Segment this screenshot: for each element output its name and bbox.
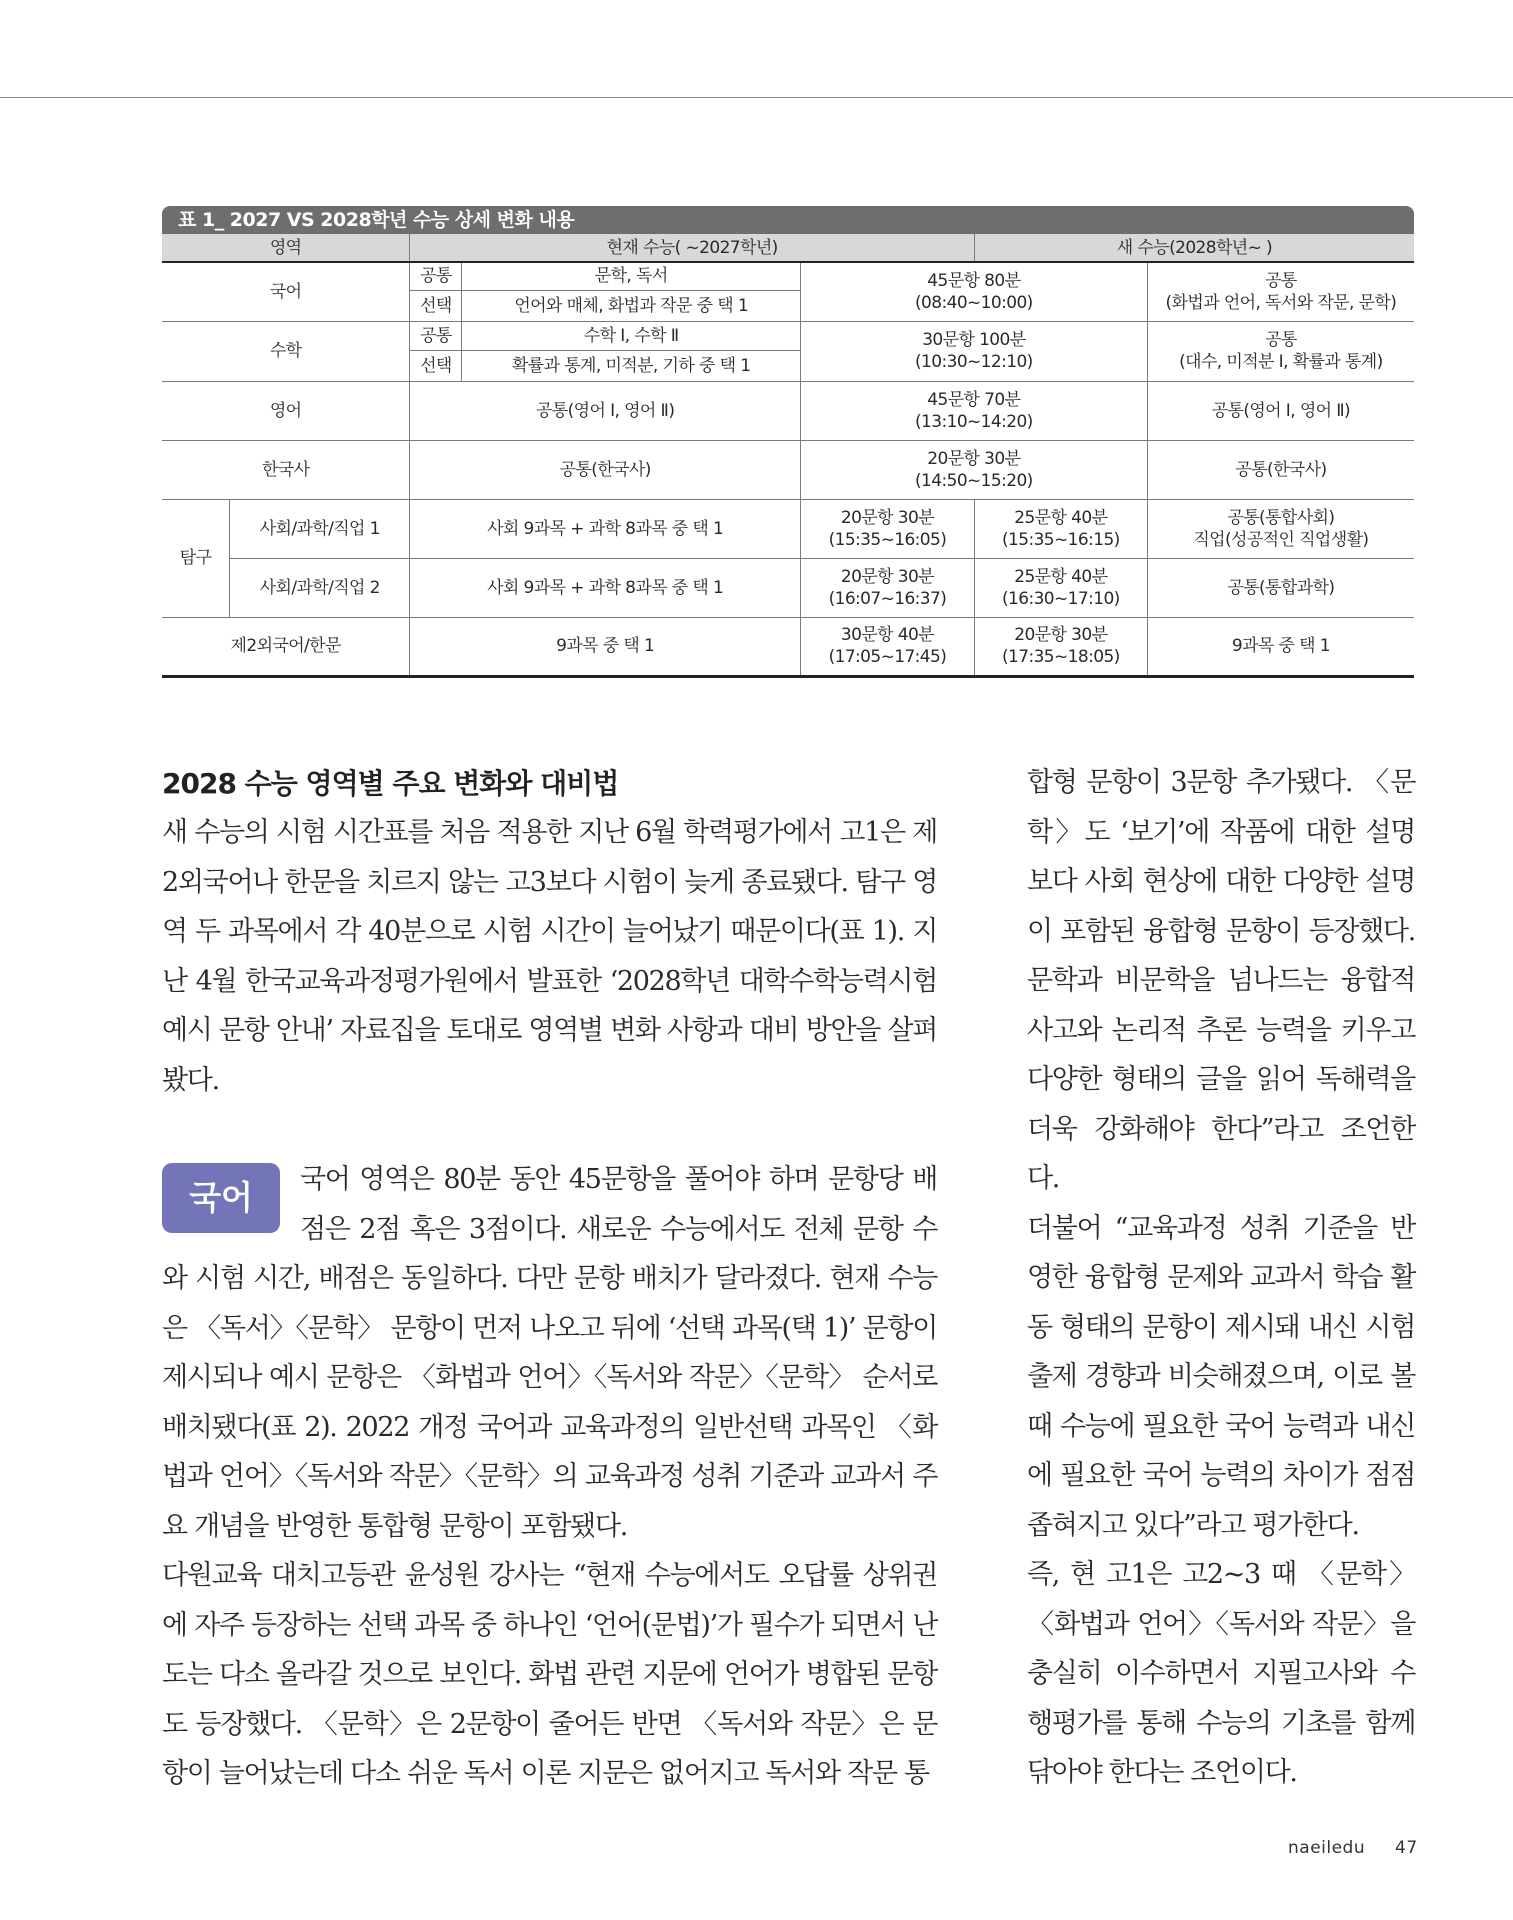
foreign-new: 9과목 중 택 1 bbox=[1147, 617, 1414, 676]
korean-new: 공통 (화법과 언어, 독서와 작문, 문학) bbox=[1147, 262, 1414, 321]
table-row bbox=[162, 558, 1414, 617]
right-paragraph-1: 합형 문항이 3문항 추가됐다. 〈문학〉도 ‘보기’에 작품에 대한 설명보다 사회 현상에 대한 다양한 설명이 포함된 융합형 문항이 등장했다. 문학과 비문학을 넘나드는 융합적 사고와 논리적 추론 능력을 키우고 다양한 형태의 글을 읽어 독해력을 더욱 강화해야 한다”라고 조언한다. bbox=[1027, 767, 1415, 1194]
foreign-time-new: 20문항 30분 (17:35~18:05) bbox=[974, 617, 1147, 676]
math-time: 30문항 100분 (10:30~12:10) bbox=[800, 321, 1147, 381]
area-english: 영어 bbox=[162, 381, 410, 440]
comparison-table bbox=[162, 206, 1414, 678]
tag-common: 공통 bbox=[410, 321, 462, 350]
foreign-current: 9과목 중 택 1 bbox=[410, 617, 801, 676]
left-column bbox=[162, 808, 937, 1799]
history-new: 공통(한국사) bbox=[1147, 440, 1414, 499]
korean-badge: 국어 bbox=[162, 1163, 280, 1233]
inquiry-current-2: 사회 9과목 + 과학 8과목 중 택 1 bbox=[410, 558, 801, 617]
header-area: 영역 bbox=[162, 234, 410, 262]
table-row bbox=[162, 321, 1414, 350]
inquiry-time-cur-2: 20문항 30분 (16:07~16:37) bbox=[800, 558, 974, 617]
right-paragraph-2: 더불어 “교육과정 성취 기준을 반영한 융합형 문제와 교과서 학습 활동 형태의 문항이 제시돼 내신 시험 출제 경향과 비슷해졌으며, 이로 볼 때 수능에 필요한 국어 능력과 내신에 필요한 국어 능력의 차이가 점점 좁혀지고 있다”라고 평가한다. bbox=[1027, 1212, 1415, 1541]
korean-select: 언어와 매체, 화법과 작문 중 택 1 bbox=[462, 290, 801, 321]
area-korean: 국어 bbox=[162, 262, 410, 321]
math-common: 수학 Ⅰ, 수학 Ⅱ bbox=[462, 321, 801, 350]
korean-paragraph-1-text: 국어 영역은 80분 동안 45문항을 풀어야 하며 문항당 배점은 2점 혹은 3점이다. 새로운 수능에서도 전체 문항 수와 시험 시간, 배점은 동일하다. 다만 문항 배치가 달라졌다. 현재 수능은 〈독서〉〈문학〉 문항이 먼저 나오고 뒤에 ‘선택 과목(택 1)’ 문항이 제시되나 예시 문항은 〈화법과 언어〉〈독서와 작문〉〈문학〉 순서로 배치됐다(표 2). 2022 개정 국어과 교육과정의 일반선택 과목인 〈화법과 언어〉〈독서와 작문〉〈문학〉의 교육과정 성취 기준과 교과서 주요 개념을 반영한 통합형 문항이 포함됐다. bbox=[162, 1164, 937, 1542]
intro-paragraph: 새 수능의 시험 시간표를 처음 적용한 지난 6월 학력평가에서 고1은 제2외국어나 한문을 치르지 않는 고3보다 시험이 늦게 종료됐다. 탐구 영역 두 과목에서 각 40분으로 시험 시간이 늘어났기 때문이다(표 1). 지난 4월 한국교육과정평가원에서 발표한 ‘2028학년 대학수학능력시험 예시 문항 안내’ 자료집을 토대로 영역별 변화 사항과 대비 방안을 살펴봤다. bbox=[162, 817, 937, 1096]
math-new: 공통 (대수, 미적분 Ⅰ, 확률과 통계) bbox=[1147, 321, 1414, 381]
table-grid bbox=[162, 234, 1414, 678]
inquiry-current-1: 사회 9과목 + 과학 8과목 중 택 1 bbox=[410, 499, 801, 558]
history-time: 20문항 30분 (14:50~15:20) bbox=[800, 440, 1147, 499]
header-current: 현재 수능( ~2027학년) bbox=[410, 234, 975, 262]
section-heading: 2028 수능 영역별 주요 변화와 대비법 bbox=[162, 767, 619, 800]
math-select: 확률과 통계, 미적분, 기하 중 택 1 bbox=[462, 350, 801, 381]
area-math: 수학 bbox=[162, 321, 410, 381]
tag-common: 공통 bbox=[410, 262, 462, 290]
tag-select: 선택 bbox=[410, 290, 462, 321]
inquiry-sub-1: 사회/과학/직업 1 bbox=[230, 499, 410, 558]
right-paragraph-3: 즉, 현 고1은 고2~3 때 〈문학〉〈화법과 언어〉〈독서와 작문〉을 충실히 이수하면서 지필고사와 수행평가를 통해 수능의 기초를 함께 닦아야 한다는 조언이다. bbox=[1027, 1559, 1415, 1788]
english-new: 공통(영어 Ⅰ, 영어 Ⅱ) bbox=[1147, 381, 1414, 440]
korean-paragraph-1 bbox=[162, 1155, 937, 1551]
foreign-time-cur: 30문항 40분 (17:05~17:45) bbox=[800, 617, 974, 676]
area-foreign: 제2외국어/한문 bbox=[162, 617, 410, 676]
korean-time: 45문항 80분 (08:40~10:00) bbox=[800, 262, 1147, 321]
inquiry-new-2: 공통(통합과학) bbox=[1147, 558, 1414, 617]
english-current: 공통(영어 Ⅰ, 영어 Ⅱ) bbox=[410, 381, 801, 440]
inquiry-time-new-1: 25문항 40분 (15:35~16:15) bbox=[974, 499, 1147, 558]
table-row bbox=[162, 617, 1414, 676]
inquiry-new-1: 공통(통합사회) 직업(성공적인 직업생활) bbox=[1147, 499, 1414, 558]
history-current: 공통(한국사) bbox=[410, 440, 801, 499]
table-row bbox=[162, 262, 1414, 290]
area-history: 한국사 bbox=[162, 440, 410, 499]
english-time: 45문항 70분 (13:10~14:20) bbox=[800, 381, 1147, 440]
table-row bbox=[162, 440, 1414, 499]
area-inquiry: 탐구 bbox=[162, 499, 230, 617]
footer-brand: naeiledu bbox=[1288, 1838, 1366, 1858]
korean-common: 문학, 독서 bbox=[462, 262, 801, 290]
tag-select: 선택 bbox=[410, 350, 462, 381]
header-new: 새 수능(2028학년~ ) bbox=[974, 234, 1414, 262]
inquiry-time-cur-1: 20문항 30분 (15:35~16:05) bbox=[800, 499, 974, 558]
table-header-row bbox=[162, 234, 1414, 262]
right-column bbox=[1027, 758, 1415, 1798]
table-row bbox=[162, 499, 1414, 558]
inquiry-time-new-2: 25문항 40분 (16:30~17:10) bbox=[974, 558, 1147, 617]
table-title: 표 1_ 2027 VS 2028학년 수능 상세 변화 내용 bbox=[162, 206, 1414, 234]
top-rule bbox=[0, 97, 1513, 98]
inquiry-sub-2: 사회/과학/직업 2 bbox=[230, 558, 410, 617]
page-number: 47 bbox=[1395, 1838, 1418, 1858]
table-row bbox=[162, 381, 1414, 440]
korean-paragraph-2: 다원교육 대치고등관 윤성원 강사는 “현재 수능에서도 오답률 상위권에 자주 등장하는 선택 과목 중 하나인 ‘언어(문법)’가 필수가 되면서 난도는 다소 올라갈 것으로 보인다. 화법 관련 지문에 언어가 병합된 문항도 등장했다. 〈문학〉은 2문항이 줄어든 반면 〈독서와 작문〉은 문항이 늘어났는데 다소 쉬운 독서 이론 지문은 없어지고 독서와 작문 통 bbox=[162, 1560, 937, 1789]
